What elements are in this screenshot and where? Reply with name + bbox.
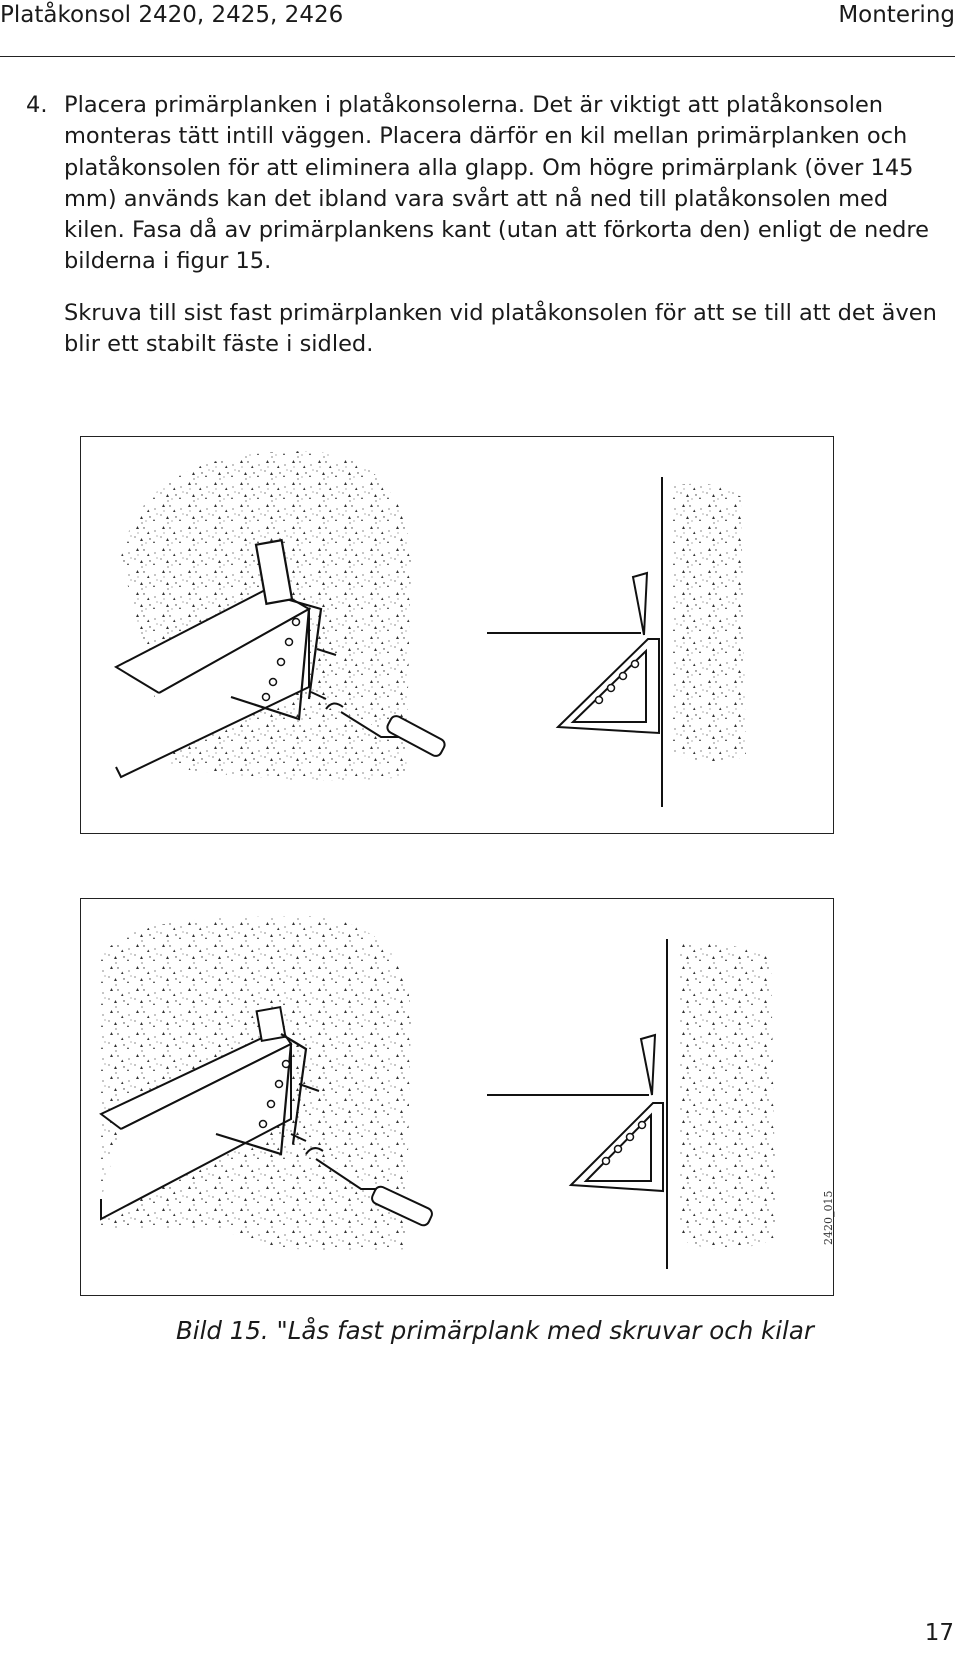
step-text: Placera primärplanken i platåkonsolerna. Det är viktigt att platåkonsolen monteras tätt intill väggen. Placera därför en kil mellan primärplanken och platåkonsolen för att eliminera alla glapp. Om högre primärplank (över 145 mm) används kan det ibland vara svårt att nå ned till platåkonsolen med kilen. Fasa då av primärplankens kant (utan att förkorta den) enligt de nedre bilderna i figur 15. xyxy=(64,92,929,275)
figure-id: 2420_015 xyxy=(822,1190,835,1245)
page-header xyxy=(0,0,955,57)
step-number: 4. xyxy=(26,92,48,118)
section-title: Montering xyxy=(838,2,955,28)
figure-caption: Bild 15. "Lås fast primärplank med skruvar och kilar xyxy=(176,1316,814,1345)
instructions xyxy=(26,90,956,360)
mounting-diagram-top xyxy=(81,437,833,833)
illustration-top xyxy=(80,436,834,834)
document-title: Platåkonsol 2420, 2425, 2426 xyxy=(0,2,344,28)
step-text-continued: Skruva till sist fast primärplanken vid platåkonsolen för att se till att det även blir ett stabilt fäste i sidled. xyxy=(64,299,937,358)
step-item xyxy=(26,90,956,278)
mounting-diagram-bottom xyxy=(81,899,833,1295)
illustration-bottom xyxy=(80,898,834,1296)
page-number: 17 xyxy=(924,1620,954,1646)
